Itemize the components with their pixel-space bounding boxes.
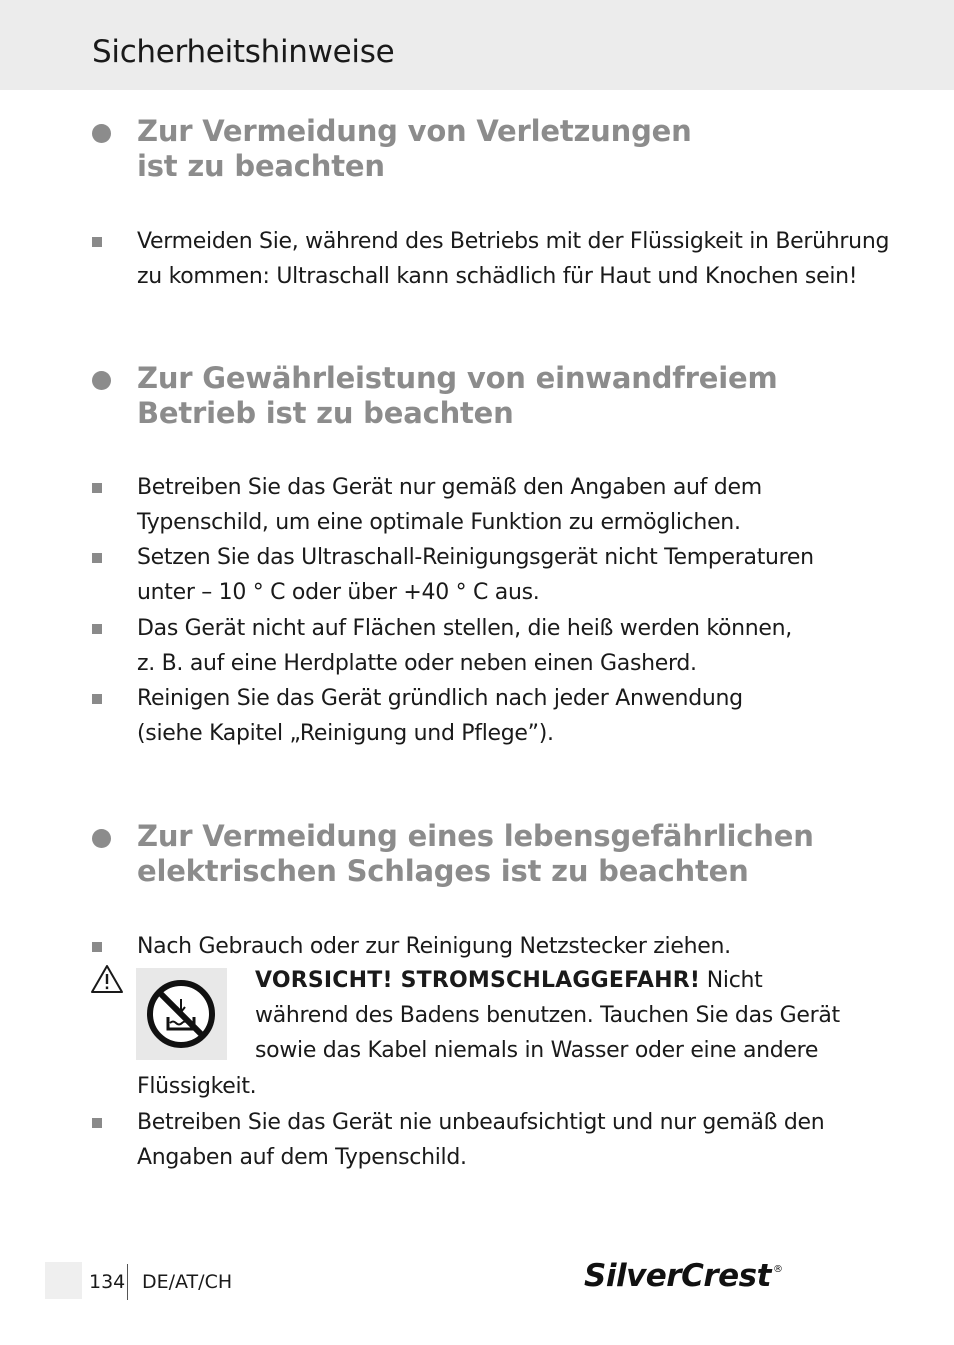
page-number-box	[45, 1262, 82, 1299]
no-bath-immersion-icon	[136, 968, 227, 1060]
page-title: Sicherheitshinweise	[92, 34, 395, 70]
square-bullet-icon	[92, 483, 102, 493]
square-bullet-icon	[92, 553, 102, 563]
list-item-text: Reinigen Sie das Gerät gründlich nach jeder Anwendung (siehe Kapitel „Reinigung und Pflege”).	[137, 686, 743, 747]
list-item-text: Das Gerät nicht auf Flächen stellen, die heiß werden können, z. B. auf eine Herdplatte oder neben einen Gasherd.	[137, 616, 792, 677]
page-header	[0, 0, 954, 90]
round-bullet-icon	[92, 829, 111, 848]
round-bullet-icon	[92, 371, 111, 390]
section-heading-text: Zur Vermeidung von Verletzungen ist zu beachten	[137, 114, 692, 183]
list-item-text: Setzen Sie das Ultraschall-Reinigungsgerät nicht Temperaturen unter – 10 ° C oder über +40 ° C aus.	[137, 545, 814, 606]
warning-label: VORSICHT! STROMSCHLAGGEFAHR!	[255, 968, 701, 993]
section-heading-text: Zur Vermeidung eines lebensgefährlichen elektrischen Schlages ist zu beachten	[137, 819, 814, 888]
list-item-text: Betreiben Sie das Gerät nur gemäß den Angaben auf dem Typenschild, um eine optimale Funktion zu ermöglichen.	[137, 475, 762, 536]
square-bullet-icon	[92, 624, 102, 634]
round-bullet-icon	[92, 124, 111, 143]
square-bullet-icon	[92, 694, 102, 704]
square-bullet-icon	[92, 237, 102, 247]
list-item-text: Nach Gebrauch oder zur Reinigung Netzstecker ziehen.	[137, 934, 731, 959]
language-code: DE/AT/CH	[142, 1271, 233, 1293]
warning-text-continued: Flüssigkeit.	[137, 1074, 257, 1099]
list-item-text: Vermeiden Sie, während des Betriebs mit der Flüssigkeit in Berührung zu kommen: Ultraschall kann schädlich für Haut und Knochen sein!	[137, 229, 890, 290]
brand-logo: SilverCrest ®	[584, 1258, 783, 1294]
page-number: 134	[89, 1271, 126, 1293]
square-bullet-icon	[92, 1118, 102, 1128]
footer-divider	[127, 1264, 128, 1300]
warning-text: VORSICHT! STROMSCHLAGGEFAHR! Nicht während des Badens benutzen. Tauchen Sie das Gerät sowie das Kabel niemals in Wasser oder eine andere	[255, 968, 840, 1064]
list-item-text: Betreiben Sie das Gerät nie unbeaufsichtigt und nur gemäß den Angaben auf dem Typenschild.	[137, 1110, 825, 1171]
section-heading-text: Zur Gewährleistung von einwandfreiem Betrieb ist zu beachten	[137, 361, 778, 430]
square-bullet-icon	[92, 942, 102, 952]
warning-triangle-icon	[90, 964, 124, 994]
